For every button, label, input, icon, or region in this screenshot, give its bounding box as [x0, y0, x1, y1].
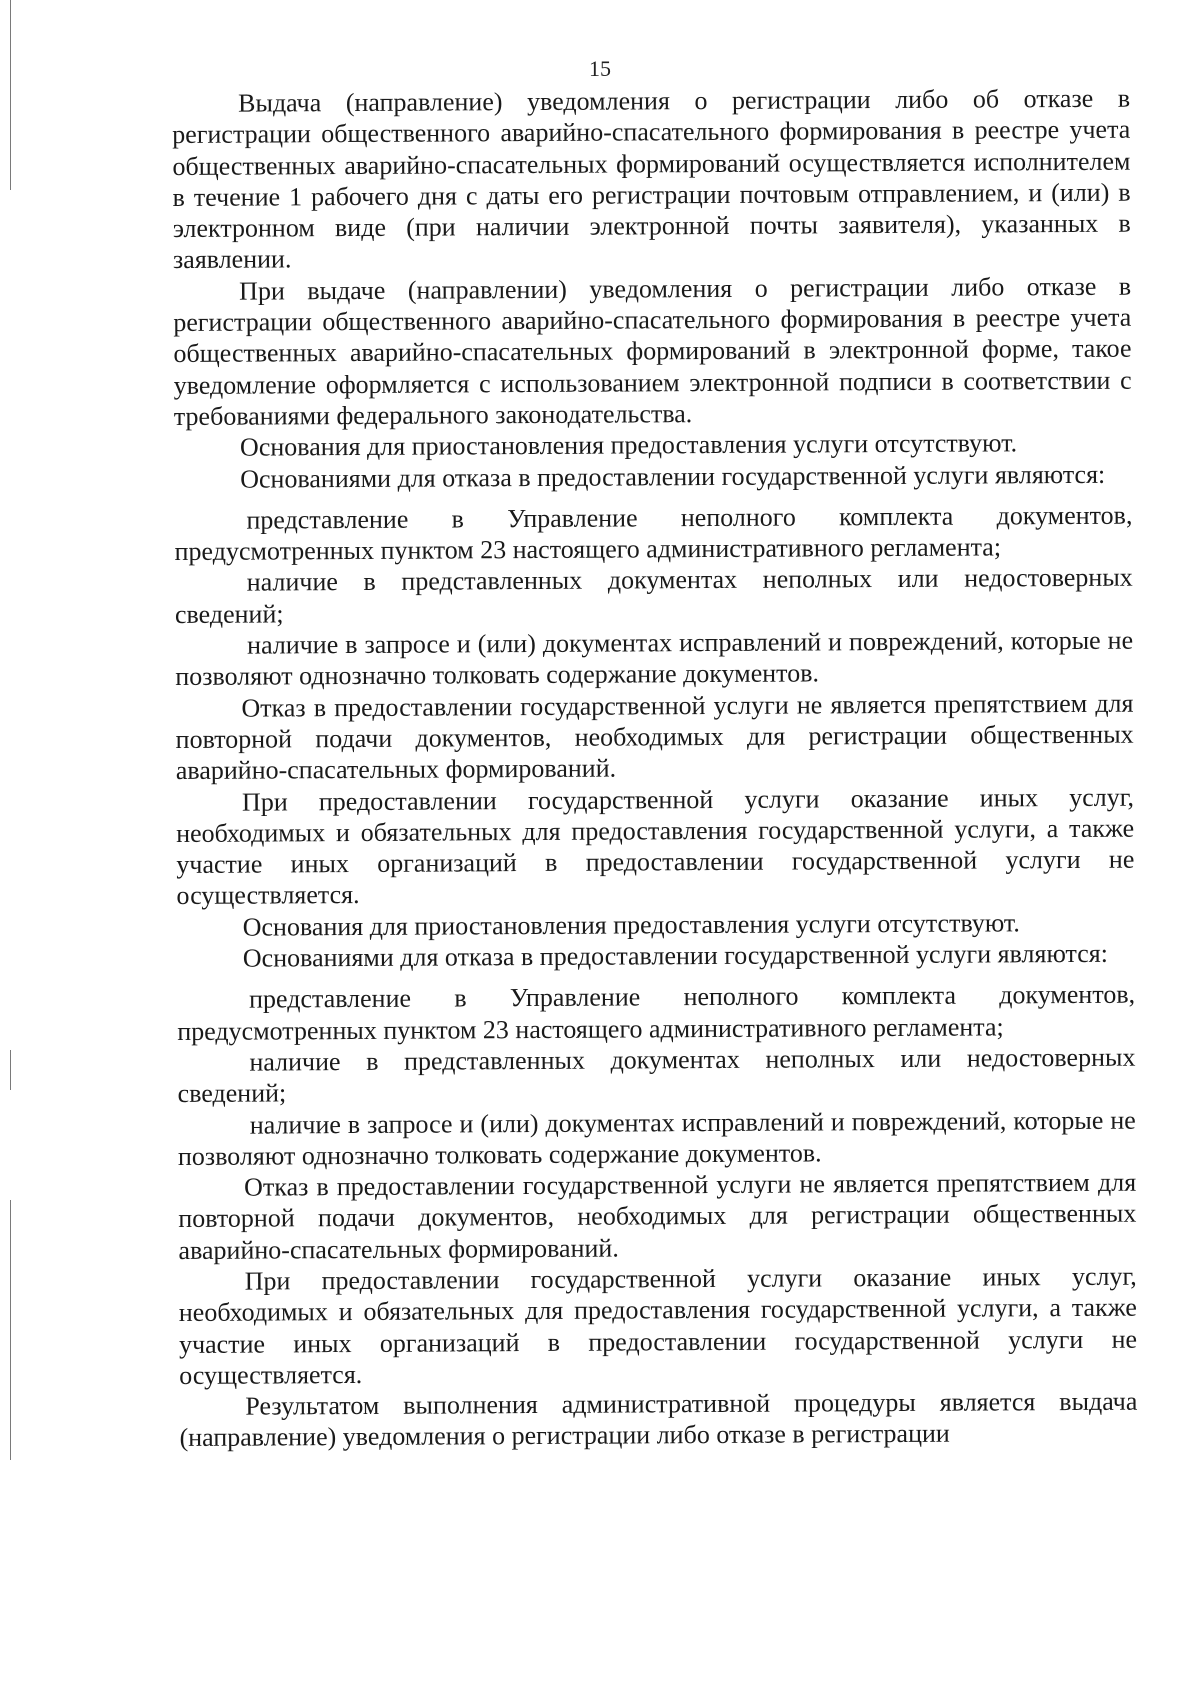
- page-number: 15: [589, 56, 611, 81]
- paragraph: Основания для приостановления предоставления услуги отсутствуют.: [239, 428, 1018, 462]
- scan-edge-line: [10, 0, 11, 190]
- paragraph: При выдаче (направлении) уведомления о регистрации либо отказе в регистрации общественного аварийно-спасательного формирования в реестре учета общественных аварийно-спасательных формирований в электронной форме, такое уведомление оформляется с использованием электронной подписи в соответствии с требованиями федерального законодательства.: [173, 271, 1132, 431]
- paragraph: Основания для приостановления предоставления услуги отсутствуют.: [242, 907, 1020, 942]
- paragraph: Основаниями для отказа в предоставлении государственной услуги являются:: [240, 459, 1106, 494]
- paragraph: Отказ в предоставлении государственной услуги не является препятствием для повторной подачи документов, необходимых для регистрации общественных аварийно-спасательных формирований.: [175, 688, 1134, 786]
- scan-edge-line: [10, 1050, 11, 1090]
- paragraph: представление в Управление неполного комплекта документов, предусмотренных пунктом 23 настоящего административного регламента;: [174, 500, 1133, 567]
- scan-edge-line: [10, 1200, 11, 1460]
- paragraph: Основаниями для отказа в предоставлении государственной услуги являются:: [242, 938, 1108, 973]
- paragraph: представление в Управление неполного комплекта документов, предусмотренных пунктом 23 настоящего административного регламента;: [177, 979, 1136, 1046]
- paragraph: Результатом выполнения административной процедуры является выдача (направление) уведомления о регистрации либо отказе в регистрации: [179, 1386, 1138, 1453]
- paragraph: наличие в представленных документах неполных или недостоверных сведений;: [174, 563, 1133, 629]
- paragraph: наличие в запросе и (или) документах исправлений и повреждений, которые не позволяют однозначно толковать содержание документов.: [175, 625, 1134, 692]
- paragraph: При предоставлении государственной услуги оказание иных услуг, необходимых и обязательных для предоставления государственной услуги, а также участие иных организаций в предоставлении государственной услуги не осуществляется.: [176, 782, 1135, 911]
- paragraph: При предоставлении государственной услуги оказание иных услуг, необходимых и обязательных для предоставления государственной услуги, а также участие иных организаций в предоставлении государственной услуги не осуществляется.: [178, 1261, 1138, 1390]
- paragraph: наличие в представленных документах неполных или недостоверных сведений;: [177, 1042, 1136, 1109]
- document-body: [172, 83, 1138, 1454]
- paragraph: Отказ в предоставлении государственной услуги не является препятствием для повторной подачи документов, необходимых для регистрации общественных аварийно-спасательных формирований.: [178, 1167, 1137, 1265]
- paragraph: Выдача (направление) уведомления о регистрации либо об отказе в регистрации общественного аварийно-спасательного формирования в реестре учета общественных аварийно-спасательных формирований осуществляется исполнителем в течение 1 рабочего дня с даты его регистрации почтовым отправлением, и (или) в электронном виде (при наличии электронной почты заявителя), указанных в заявлении.: [172, 83, 1131, 275]
- paragraph: наличие в запросе и (или) документах исправлений и повреждений, которые не позволяют однозначно толковать содержание документов.: [177, 1105, 1136, 1171]
